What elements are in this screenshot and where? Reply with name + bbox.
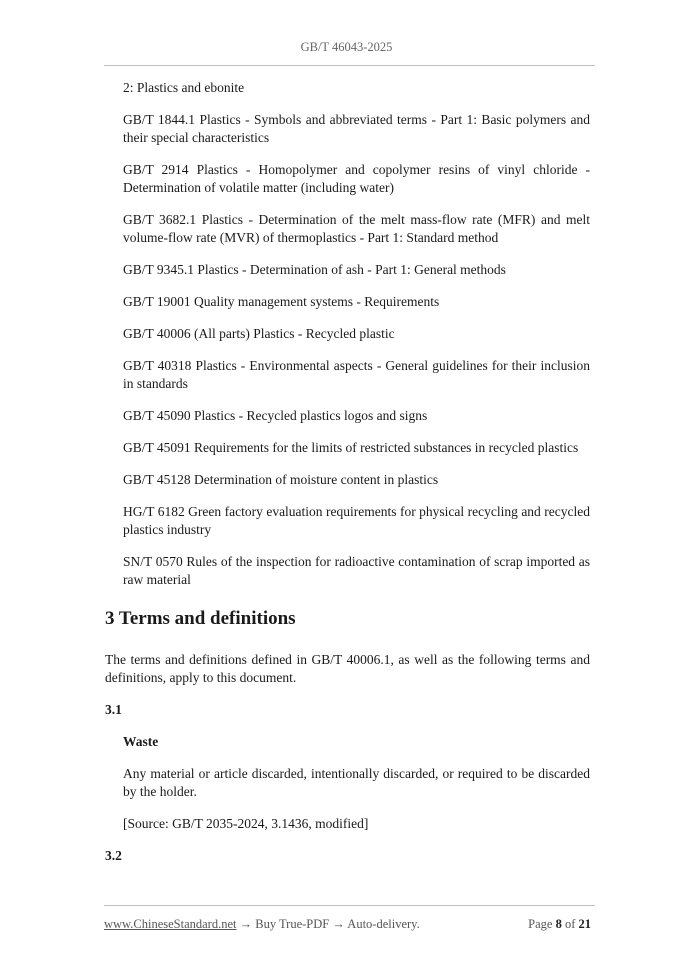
header-divider [104, 65, 595, 66]
footer-divider [104, 905, 595, 906]
document-body [105, 79, 590, 879]
page-number [528, 917, 591, 932]
page-total: 21 [578, 917, 591, 931]
clause-number: 3.1 [105, 702, 122, 717]
reference-item: GB/T 2914 Plastics - Homopolymer and copolymer resins of vinyl chloride - Determination of volatile matter (including water) [123, 162, 590, 195]
reference-item: GB/T 19001 Quality management systems - Requirements [123, 294, 440, 309]
buy-text: Buy True-PDF [252, 917, 333, 931]
reference-item: SN/T 0570 Rules of the inspection for radioactive contamination of scrap imported as raw material [123, 554, 590, 587]
term-definition: Any material or article discarded, intentionally discarded, or required to be discarded by the holder. [123, 766, 590, 799]
auto-delivery-text: Auto-delivery. [344, 917, 420, 931]
reference-item: GB/T 45091 Requirements for the limits of restricted substances in recycled plastics [123, 440, 579, 455]
page-header-title: GB/T 46043-2025 [300, 40, 393, 54]
section-intro: The terms and definitions defined in GB/T 40006.1, as well as the following terms and definitions, apply to this document. [105, 652, 590, 685]
reference-item: GB/T 1844.1 Plastics - Symbols and abbreviated terms - Part 1: Basic polymers and their special characteristics [123, 112, 590, 145]
term-source: [Source: GB/T 2035-2024, 3.1436, modified] [123, 816, 369, 831]
reference-item: GB/T 9345.1 Plastics - Determination of ash - Part 1: General methods [123, 262, 506, 277]
reference-item: HG/T 6182 Green factory evaluation requirements for physical recycling and recycled plastics industry [123, 504, 590, 537]
reference-item: GB/T 45090 Plastics - Recycled plastics logos and signs [123, 408, 428, 423]
reference-item: GB/T 3682.1 Plastics - Determination of the melt mass-flow rate (MFR) and melt volume-flow rate (MVR) of thermoplastics - Part 1: Standard method [123, 212, 590, 245]
footer-left [104, 917, 420, 932]
arrow-icon: → [332, 917, 345, 931]
reference-item: GB/T 40006 (All parts) Plastics - Recycled plastic [123, 326, 395, 341]
reference-item: GB/T 40318 Plastics - Environmental aspects - General guidelines for their inclusion in standards [123, 358, 590, 391]
page-of: of [561, 917, 579, 931]
reference-item: GB/T 45128 Determination of moisture content in plastics [123, 472, 439, 487]
arrow-icon: → [239, 917, 253, 931]
term-title: Waste [123, 734, 159, 749]
clause-number: 3.2 [105, 848, 122, 863]
page-label: Page [528, 917, 556, 931]
site-link[interactable]: www.ChineseStandard.net [104, 917, 237, 931]
reference-item: 2: Plastics and ebonite [123, 80, 245, 95]
page-current: 8 [555, 917, 562, 931]
page-footer [104, 917, 591, 932]
section-heading: 3 Terms and definitions [105, 608, 296, 629]
